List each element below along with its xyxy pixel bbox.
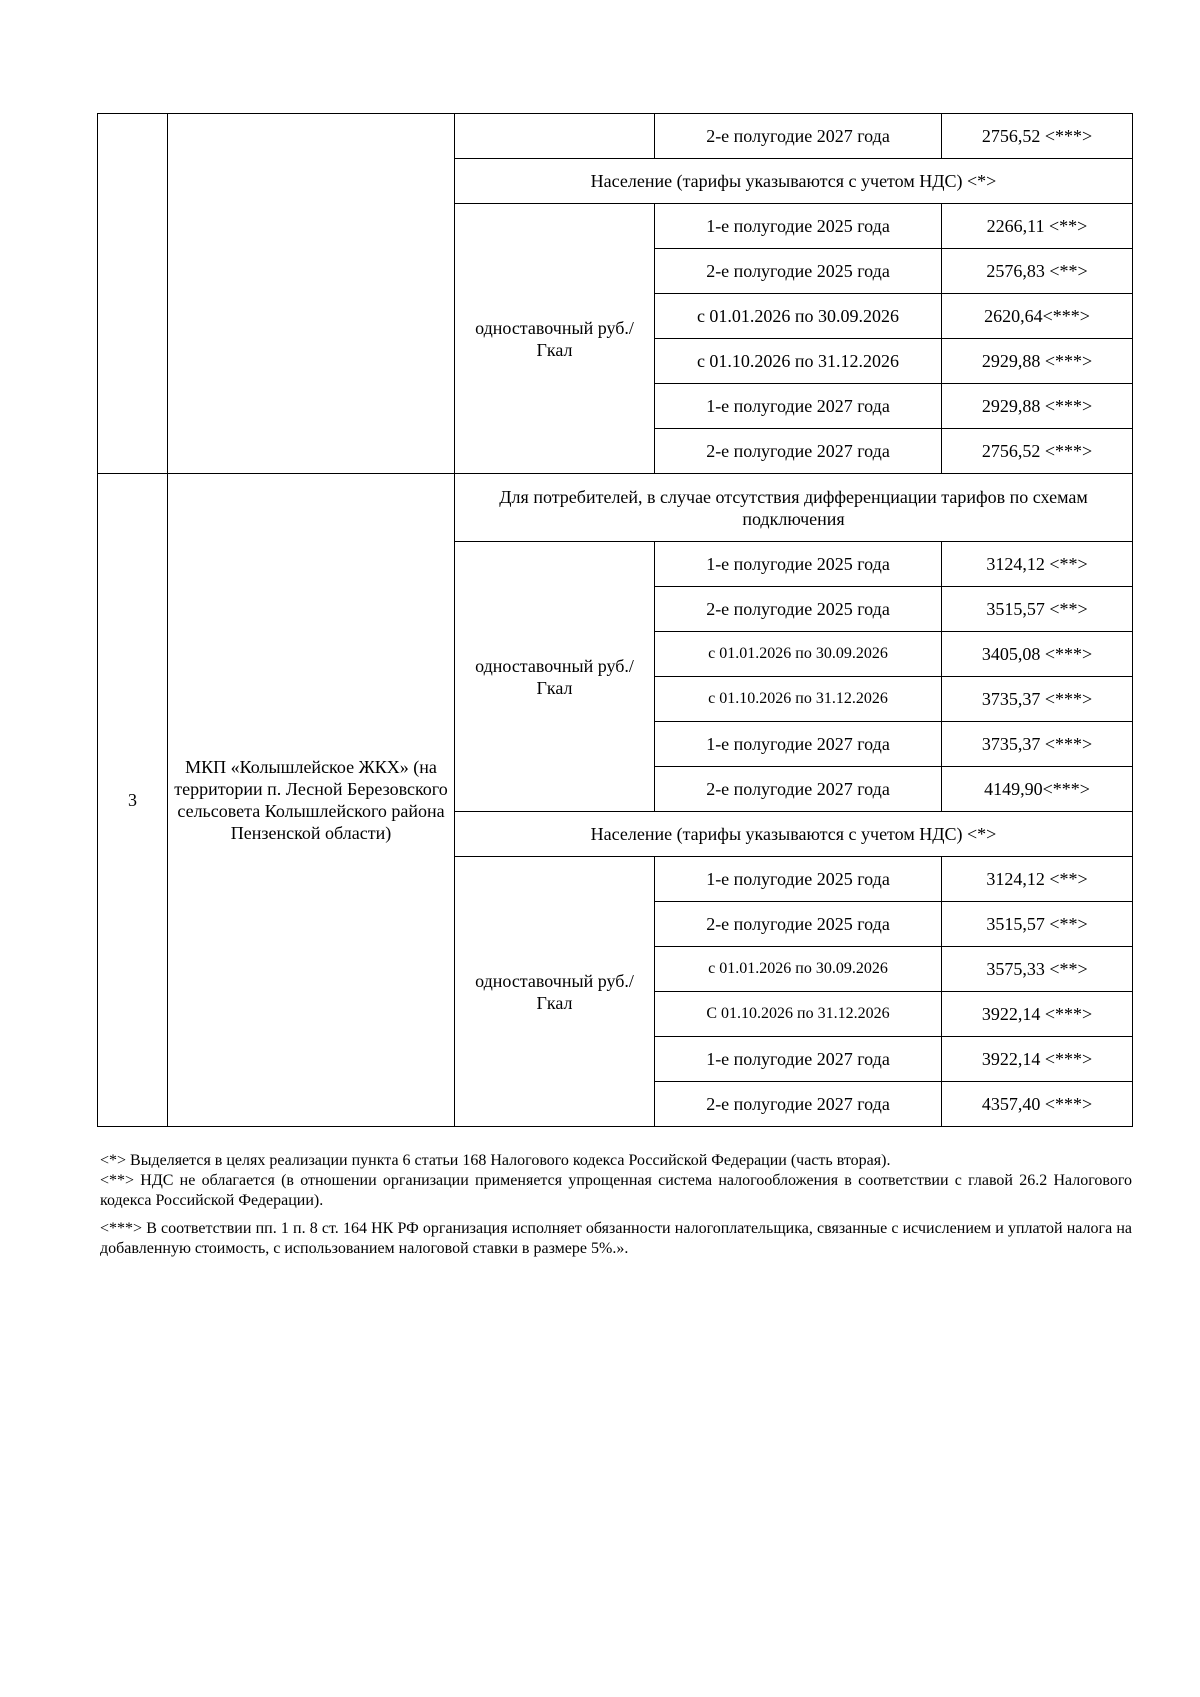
- tariff-table: [97, 113, 1133, 1127]
- period-cell: с 01.01.2026 по 30.09.2026: [655, 294, 942, 339]
- footnote: <*> Выделяется в целях реализации пункта 6 статьи 168 Налогового кодекса Российской Федерации (часть вторая).: [100, 1152, 891, 1169]
- period-cell: 2-е полугодие 2027 года: [655, 1082, 942, 1127]
- period-cell: 2-е полугодие 2025 года: [655, 587, 942, 632]
- row-number-cell-empty: [98, 114, 168, 474]
- value-cell: 2756,52 <***>: [942, 429, 1133, 474]
- period-cell: 1-е полугодие 2027 года: [655, 722, 942, 767]
- period-cell: с 01.01.2026 по 30.09.2026: [655, 632, 942, 677]
- tariff-type-cell: одноставочный руб./Гкал: [455, 204, 655, 474]
- value-cell: 3735,37 <***>: [942, 677, 1133, 722]
- period-cell: с 01.10.2026 по 31.12.2026: [655, 677, 942, 722]
- footnote: <***> В соответствии пп. 1 п. 8 ст. 164 НК РФ организация исполняет обязанности налогоплательщика, связанные с исчислением и уплатой налога на добавленную стоимость, с использованием налоговой ставки в размере 5%.».: [100, 1220, 1132, 1257]
- period-cell: с 01.01.2026 по 30.09.2026: [655, 947, 942, 992]
- period-cell: 1-е полугодие 2025 года: [655, 857, 942, 902]
- footnote: <**> НДС не облагается (в отношении организации применяется упрощенная система налогообложения в соответствии с главой 26.2 Налогового кодекса Российской Федерации).: [100, 1172, 1132, 1209]
- table-row: [98, 474, 1133, 542]
- period-cell: 2-е полугодие 2027 года: [655, 429, 942, 474]
- footnotes: [100, 1151, 1132, 1259]
- value-cell: 3922,14 <***>: [942, 992, 1133, 1037]
- value-cell: 3124,12 <**>: [942, 542, 1133, 587]
- value-cell: 3922,14 <***>: [942, 1037, 1133, 1082]
- org-name-cell: МКП «Колышлейское ЖКХ» (на территории п. Лесной Березовского сельсовета Колышлейского района Пензенской области): [168, 474, 455, 1127]
- period-cell: 2-е полугодие 2025 года: [655, 902, 942, 947]
- tariff-type-cell-empty: [455, 114, 655, 159]
- value-cell: 3515,57 <**>: [942, 902, 1133, 947]
- org-name-cell-empty: [168, 114, 455, 474]
- consumers-header: Для потребителей, в случае отсутствия дифференциации тарифов по схемам подключения: [455, 474, 1133, 542]
- value-cell: 2929,88 <***>: [942, 384, 1133, 429]
- population-header: Население (тарифы указываются с учетом НДС) <*>: [455, 159, 1133, 204]
- row-number-cell: 3: [98, 474, 168, 1127]
- period-cell: 2-е полугодие 2027 года: [655, 114, 942, 159]
- population-header: Население (тарифы указываются с учетом НДС) <*>: [455, 812, 1133, 857]
- tariff-type-cell: одноставочный руб./Гкал: [455, 542, 655, 812]
- value-cell: 2576,83 <**>: [942, 249, 1133, 294]
- period-cell: 1-е полугодие 2025 года: [655, 542, 942, 587]
- period-cell: 1-е полугодие 2027 года: [655, 384, 942, 429]
- value-cell: 3124,12 <**>: [942, 857, 1133, 902]
- period-cell: С 01.10.2026 по 31.12.2026: [655, 992, 942, 1037]
- value-cell: 2929,88 <***>: [942, 339, 1133, 384]
- value-cell: 3405,08 <***>: [942, 632, 1133, 677]
- value-cell: 3735,37 <***>: [942, 722, 1133, 767]
- value-cell: 4149,90<***>: [942, 767, 1133, 812]
- value-cell: 3515,57 <**>: [942, 587, 1133, 632]
- tariff-type-cell: одноставочный руб./Гкал: [455, 857, 655, 1127]
- value-cell: 2266,11 <**>: [942, 204, 1133, 249]
- table-row: [98, 114, 1133, 159]
- period-cell: 1-е полугодие 2025 года: [655, 204, 942, 249]
- value-cell: 2620,64<***>: [942, 294, 1133, 339]
- value-cell: 4357,40 <***>: [942, 1082, 1133, 1127]
- value-cell: 3575,33 <**>: [942, 947, 1133, 992]
- period-cell: 2-е полугодие 2027 года: [655, 767, 942, 812]
- period-cell: с 01.10.2026 по 31.12.2026: [655, 339, 942, 384]
- period-cell: 2-е полугодие 2025 года: [655, 249, 942, 294]
- value-cell: 2756,52 <***>: [942, 114, 1133, 159]
- period-cell: 1-е полугодие 2027 года: [655, 1037, 942, 1082]
